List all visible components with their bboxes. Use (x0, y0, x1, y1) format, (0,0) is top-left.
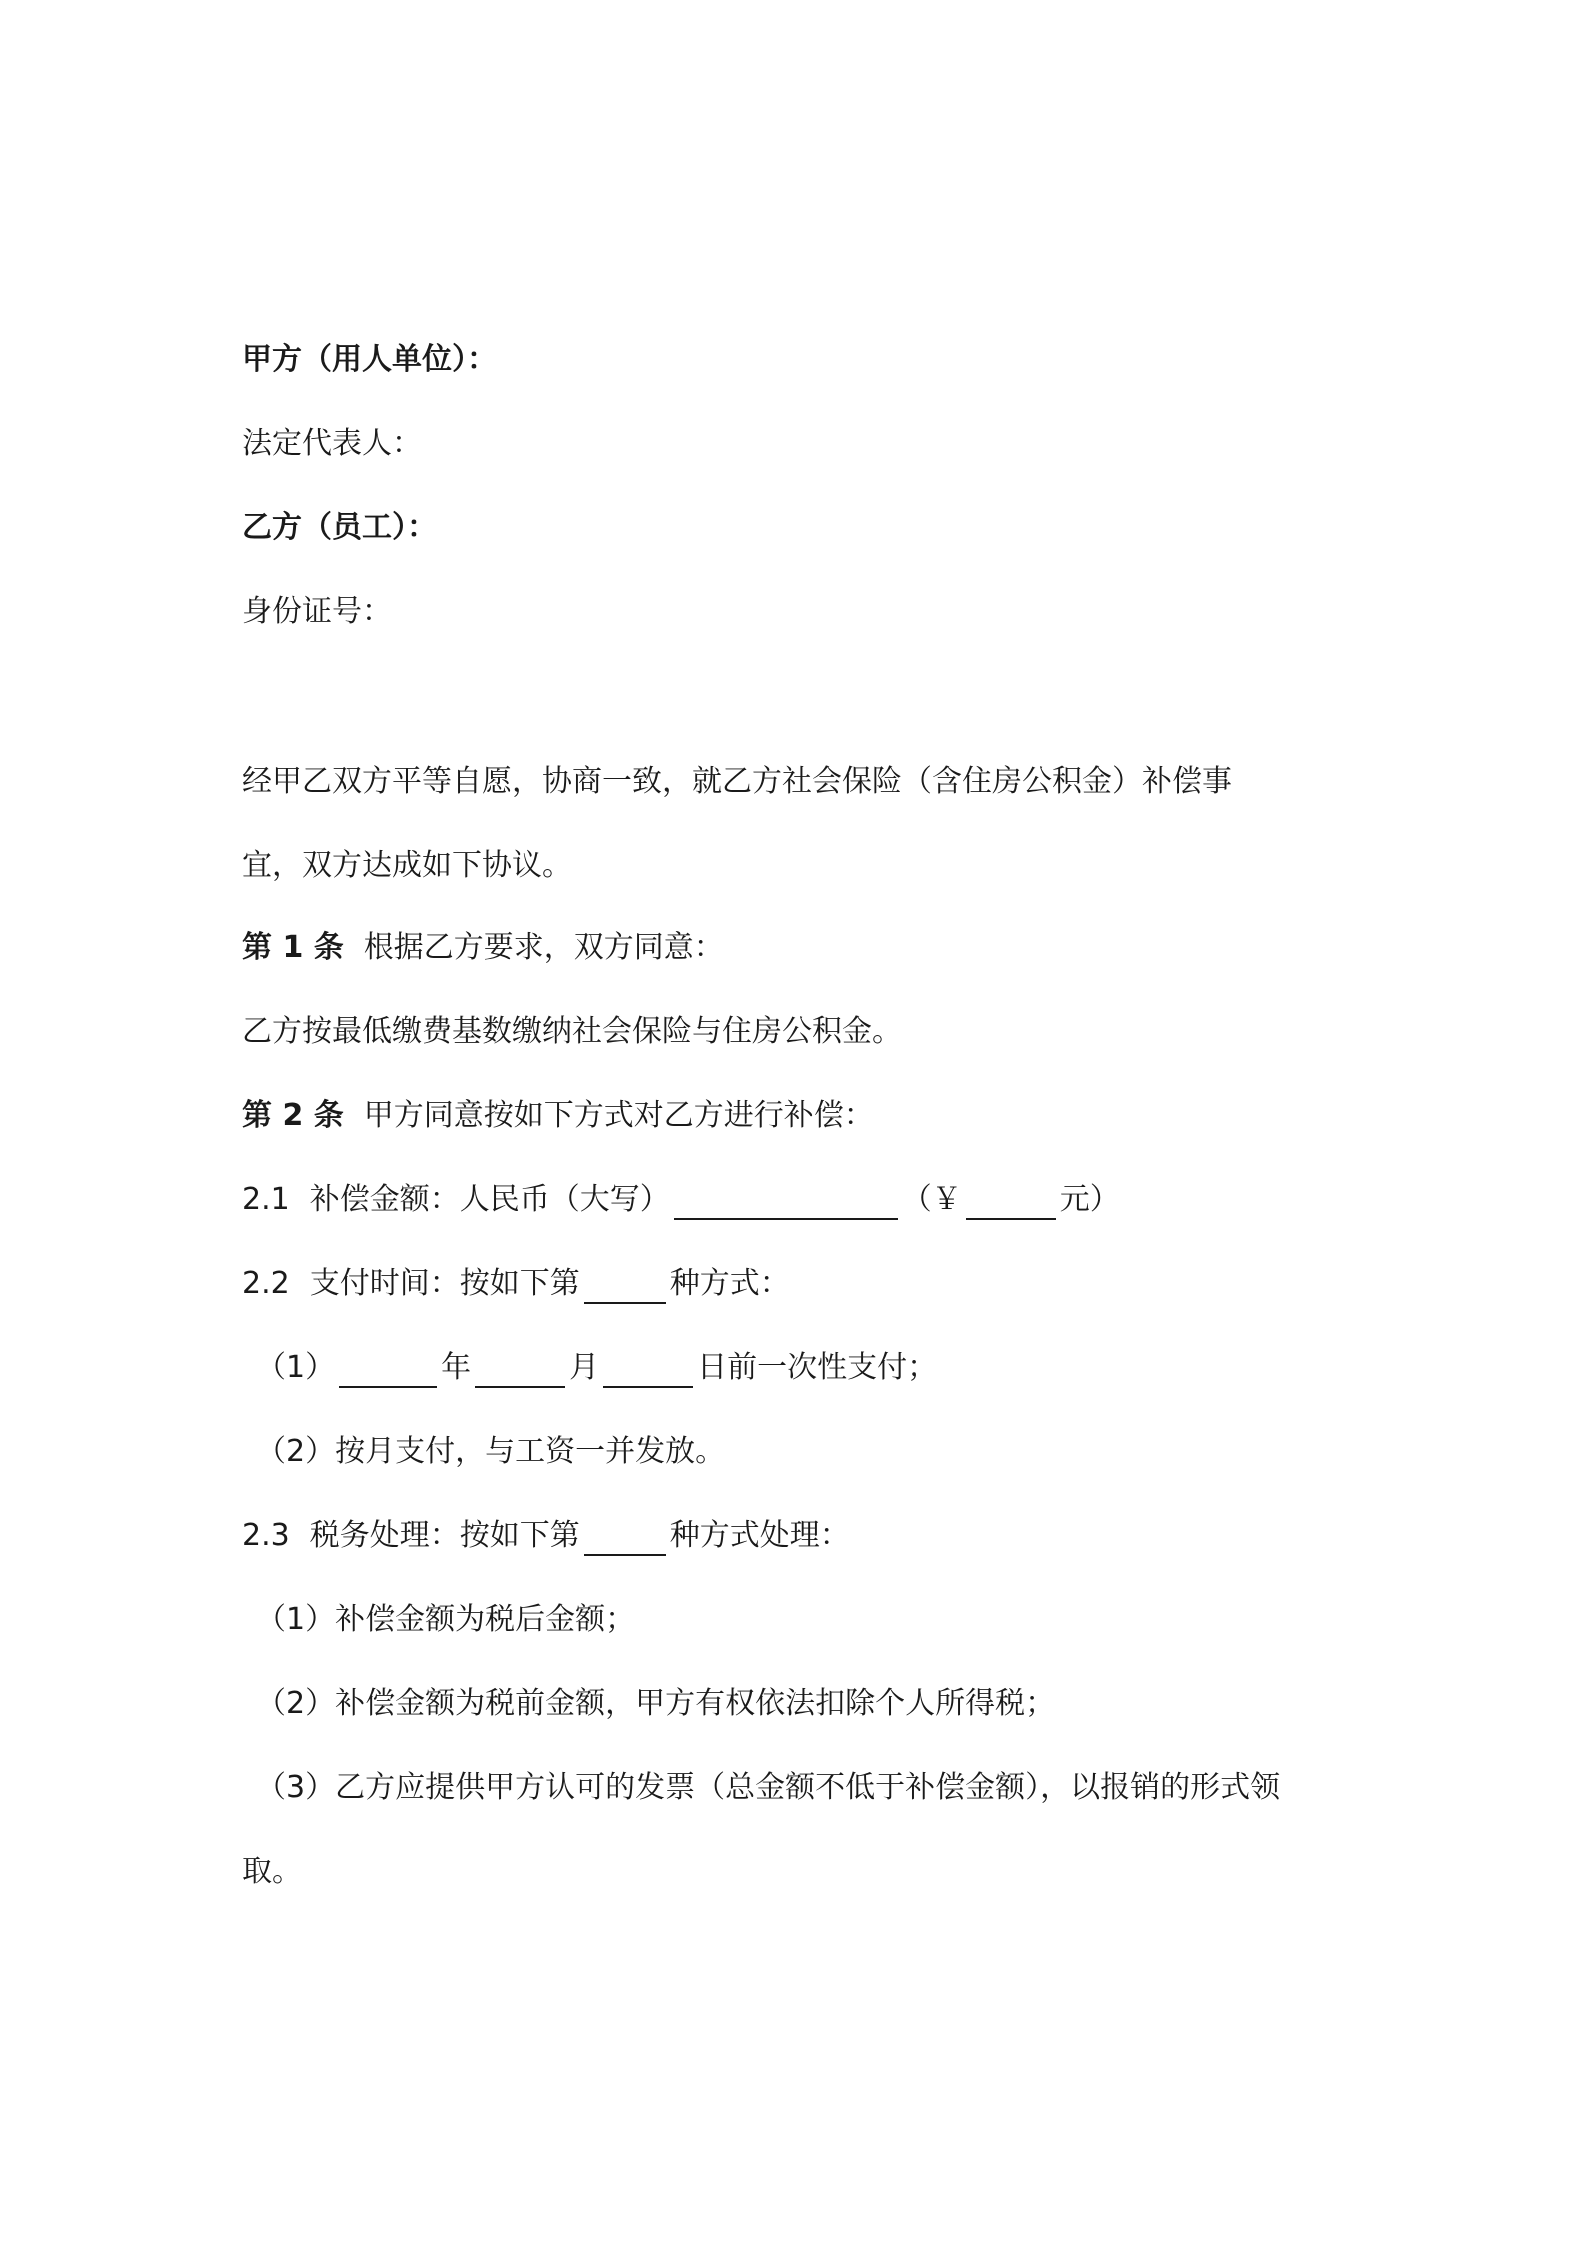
yuan-close: 元） (1059, 1182, 1120, 1217)
party-b-line: 乙方（员工）： (242, 510, 437, 545)
article-1-body: 乙方按最低缴费基数缴纳社会保险与住房公积金。 (242, 1014, 902, 1049)
id-number-line: 身份证号： (242, 594, 392, 629)
amount-figures-blank[interactable] (966, 1182, 1056, 1220)
section-2-3-text: 税务处理：按如下第 (309, 1518, 580, 1553)
tax-option-3-line-2: 取。 (242, 1854, 302, 1889)
intro-line-1: 经甲乙双方平等自愿，协商一致，就乙方社会保险（含住房公积金）补偿事 (242, 764, 1232, 799)
section-2-3 (242, 1516, 850, 1556)
section-2-2-end: 种方式： (669, 1266, 790, 1301)
section-2-2-text: 支付时间：按如下第 (309, 1266, 580, 1301)
article-1-title: 根据乙方要求，双方同意： (363, 930, 724, 965)
yuan-symbol-open: （￥ (901, 1182, 962, 1217)
section-2-1 (242, 1180, 1120, 1220)
article-2-number: 第 2 条 (242, 1098, 344, 1133)
article-2-heading (242, 1096, 874, 1136)
tax-option-3-line-1: （3）乙方应提供甲方认可的发票（总金额不低于补偿金额），以报销的形式领 (256, 1770, 1281, 1805)
payment-method-blank[interactable] (584, 1266, 666, 1304)
section-2-1-text: 补偿金额：人民币（大写） (309, 1182, 670, 1217)
payment-option-2: （2）按月支付，与工资一并发放。 (256, 1434, 726, 1469)
month-label: 月 (569, 1350, 600, 1385)
section-2-1-number: 2.1 (242, 1182, 290, 1217)
payment-option-1 (256, 1348, 937, 1388)
day-blank[interactable] (603, 1350, 693, 1388)
tax-method-blank[interactable] (584, 1518, 666, 1556)
intro-line-2: 宜，双方达成如下协议。 (242, 848, 572, 883)
option-1-end: 日前一次性支付； (697, 1350, 938, 1385)
tax-option-2: （2）补偿金额为税前金额，甲方有权依法扣除个人所得税； (256, 1686, 1056, 1721)
section-2-3-end: 种方式处理： (669, 1518, 850, 1553)
tax-option-1: （1）补偿金额为税后金额； (256, 1602, 636, 1637)
section-2-3-number: 2.3 (242, 1518, 290, 1553)
legal-representative-line: 法定代表人： (242, 426, 422, 461)
article-1-number: 第 1 条 (242, 930, 344, 965)
option-1-prefix: （1） (256, 1350, 336, 1385)
month-blank[interactable] (475, 1350, 565, 1388)
year-blank[interactable] (339, 1350, 437, 1388)
amount-words-blank[interactable] (674, 1182, 898, 1220)
section-2-2 (242, 1264, 790, 1304)
year-label: 年 (441, 1350, 472, 1385)
party-a-line: 甲方（用人单位）： (242, 342, 497, 377)
section-2-2-number: 2.2 (242, 1266, 290, 1301)
article-2-title: 甲方同意按如下方式对乙方进行补偿： (363, 1098, 874, 1133)
article-1-heading (242, 928, 724, 968)
